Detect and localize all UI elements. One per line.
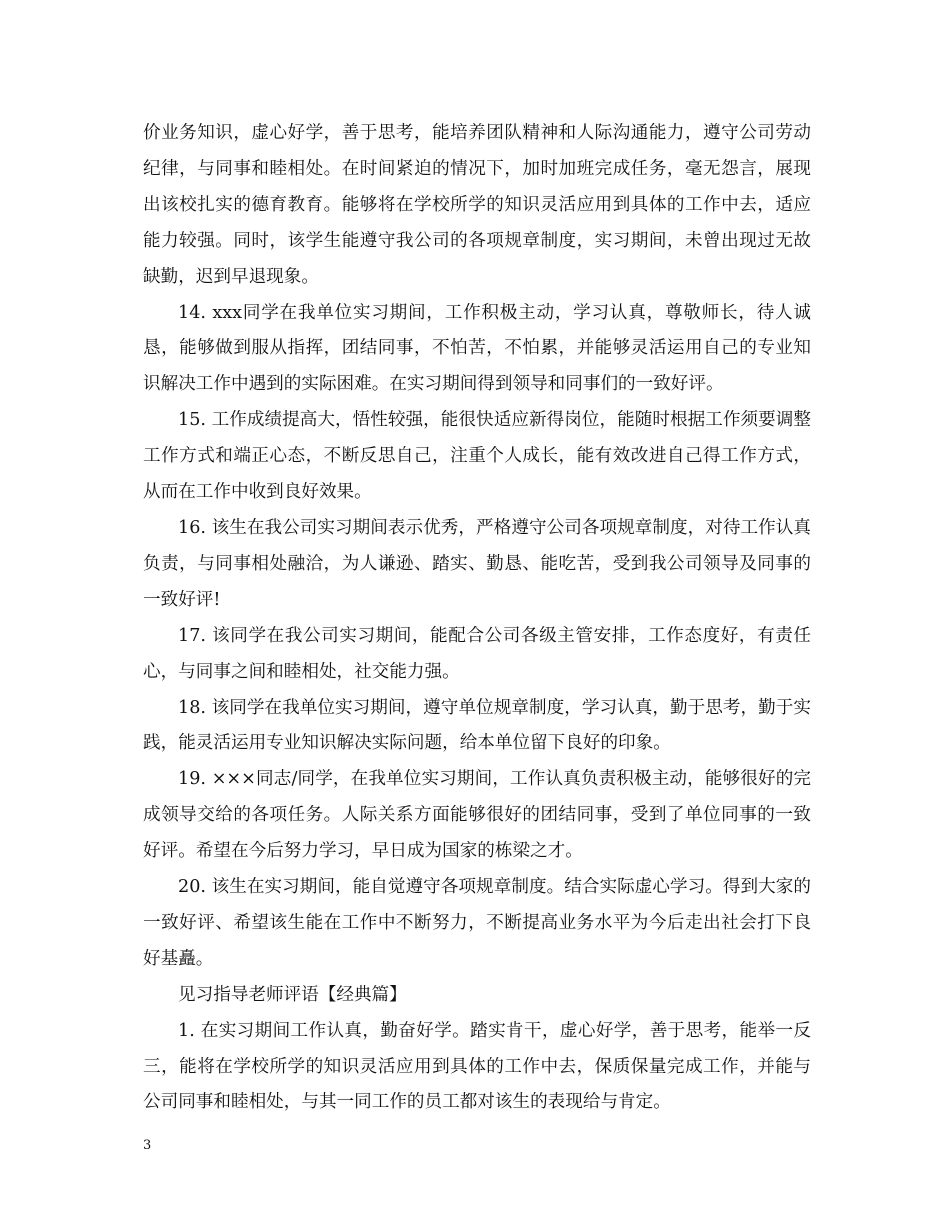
body-text xyxy=(143,116,811,1121)
section-heading: 见习指导老师评语【经典篇】 xyxy=(178,984,407,1005)
paragraph-item-19: 19. ×××同志/同学，在我单位实习期间，工作认真负责积极主动，能够很好的完成领导交给的各项任务。人际关系方面能够很好的团结同事，受到了单位同事的一致好评。希望在今后努力学习，早日成为国家的栋梁之才。 xyxy=(143,769,811,862)
paragraph-item-20: 20. 该生在实习期间，能自觉遵守各项规章制度。结合实际虚心学习。得到大家的一致好评、希望该生能在工作中不断努力，不断提高业务水平为今后走出社会打下良好基矗。 xyxy=(143,877,811,969)
paragraph-item-15: 15. 工作成绩提高大，悟性较强，能很快适应新得岗位，能随时根据工作须要调整工作方式和端正心态，不断反思自己，注重个人成长，能有效改进自己得工作方式，从而在工作中收到良好效果。 xyxy=(143,410,811,503)
page-number: 3 xyxy=(143,1138,152,1153)
paragraph-item-17: 17. 该同学在我公司实习期间，能配合公司各级主管安排，工作态度好，有责任心，与同事之间和睦相处，社交能力强。 xyxy=(143,625,811,682)
paragraph-item-18: 18. 该同学在我单位实习期间，遵守单位规章制度，学习认真，勤于思考，勤于实践，能灵活运用专业知识解决实际问题，给本单位留下良好的印象。 xyxy=(143,697,811,754)
paragraph-item-14: 14. xxx同学在我单位实习期间，工作积极主动，学习认真，尊敬师长，待人诚恳，能够做到服从指挥，团结同事，不怕苦，不怕累，并能够灵活运用自己的专业知识解决工作中遇到的实际困难。在实习期间得到领导和同事们的一致好评。 xyxy=(143,302,811,395)
paragraph-item-16: 16. 该生在我公司实习期间表示优秀，严格遵守公司各项规章制度，对待工作认真负责，与同事相处融洽，为人谦逊、踏实、勤恳、能吃苦，受到我公司领导及同事的一致好评! xyxy=(143,517,811,610)
paragraph-item-1: 1. 在实习期间工作认真，勤奋好学。踏实肯干，虚心好学，善于思考，能举一反三，能将在学校所学的知识灵活应用到具体的工作中去，保质保量完成工作，并能与公司同事和睦相处，与其一同工作的员工都对该生的表现给与肯定。 xyxy=(143,1020,811,1113)
paragraph-continuation: 价业务知识，虚心好学，善于思考，能培养团队精神和人际沟通能力，遵守公司劳动纪律，与同事和睦相处。在时间紧迫的情况下，加时加班完成任务，毫无怨言，展现出该校扎实的德育教育。能够将在学校所学的知识灵活应用到具体的工作中去，适应能力较强。同时，该学生能遵守我公司的各项规章制度，实习期间，未曾出现过无故缺勤，迟到早退现象。 xyxy=(143,123,811,287)
